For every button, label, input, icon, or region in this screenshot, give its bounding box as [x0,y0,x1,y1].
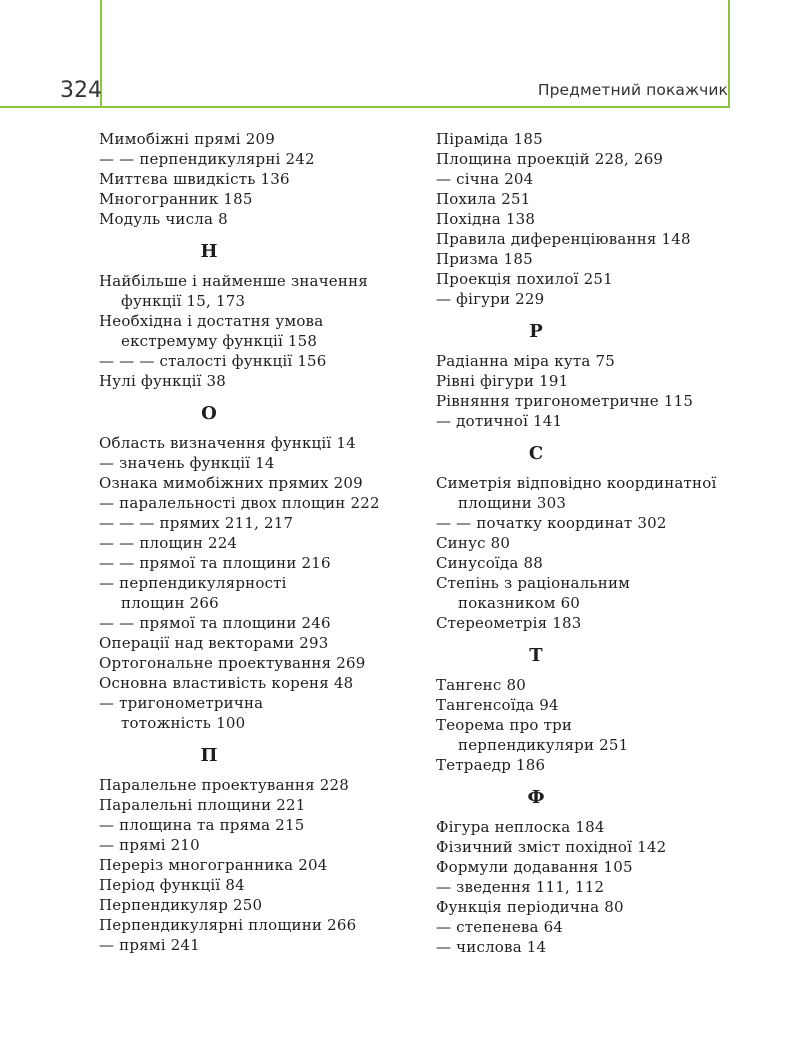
index-entry: — дотичної 141 [436,412,563,430]
index-entry: — площина та пряма 215 [99,816,305,834]
header-rule [0,106,730,108]
index-entry: Ортогональне проектування 269 [99,654,366,672]
index-entry: Синус 80 [436,534,511,552]
index-entry: — — перпендикулярні 242 [99,150,315,168]
index-entry-continuation: функції 15, 173 [121,292,246,310]
section-letter: Т [529,645,543,666]
index-entry: — — — сталості функції 156 [99,352,327,370]
index-entry: Фізичний зміст похідної 142 [436,838,667,856]
index-entry: Паралельне проектування 228 [99,776,349,794]
index-entry-continuation: перпендикуляри 251 [458,736,629,754]
index-entry: Рівняння тригонометричне 115 [436,392,694,410]
index-entry: Тангенсоїда 94 [436,696,559,714]
index-entry: Похідна 138 [436,210,536,228]
index-entry: Перпендикуляр 250 [99,896,263,914]
index-entry: Піраміда 185 [436,130,543,148]
index-entry: Функція періодична 80 [436,898,624,916]
index-entry-continuation: екстремуму функції 158 [121,332,318,350]
index-entry: Рівні фігури 191 [436,372,569,390]
index-entry: — — початку координат 302 [436,514,667,532]
index-entry: Тетраедр 186 [436,756,546,774]
index-entry: — — прямої та площини 246 [99,614,331,632]
index-entry-continuation: площини 303 [458,494,567,512]
index-entry: Многогранник 185 [99,190,253,208]
index-column-left [99,129,419,955]
index-entry-continuation: показником 60 [458,594,581,612]
index-entry: Миттєва швидкість 136 [99,170,290,188]
index-entry: Степінь з раціональним [436,574,631,592]
index-entry: — — — прямих 211, 217 [99,514,294,532]
index-entry: Фігура неплоска 184 [436,818,605,836]
page-number: 324 [60,78,102,103]
index-entry: — значень функції 14 [99,454,275,472]
index-entry: Операції над векторами 293 [99,634,329,652]
index-entry: Ознака мимобіжних прямих 209 [99,474,363,492]
index-entry: — тригонометрична [99,694,264,712]
index-entry: Перпендикулярні площини 266 [99,916,357,934]
index-entry: Радіанна міра кута 75 [436,352,615,370]
index-entry: Основна властивість кореня 48 [99,674,354,692]
index-entry: — фігури 229 [436,290,545,308]
index-entry: Модуль числа 8 [99,210,228,228]
index-entry: — — прямої та площини 216 [99,554,331,572]
index-entry: — степенева 64 [436,918,564,936]
index-entry: Правила диференціювання 148 [436,230,691,248]
index-entry: Паралельні площини 221 [99,796,306,814]
frame-right-vertical [728,0,730,108]
index-entry: Період функції 84 [99,876,245,894]
index-entry: Найбільше і найменше значення [99,272,368,290]
index-entry: Необхідна і достатня умова [99,312,324,330]
index-entry: — зведення 111, 112 [436,878,605,896]
index-entry: — січна 204 [436,170,534,188]
index-entry-continuation: площин 266 [121,594,219,612]
section-letter: Н [200,241,218,262]
index-entry: — прямі 210 [99,836,200,854]
index-entry: Призма 185 [436,250,533,268]
section-letter: О [201,403,217,424]
section-letter: Р [529,321,543,342]
index-entry: Нулі функції 38 [99,372,227,390]
index-entry-continuation: тотожність 100 [121,714,246,732]
index-entry: Мимобіжні прямі 209 [99,130,275,148]
index-entry: Теорема про три [436,716,573,734]
index-entry: — — площин 224 [99,534,238,552]
index-entry: — прямі 241 [99,936,200,954]
index-entry: Переріз многогранника 204 [99,856,328,874]
index-entry: Стереометрія 183 [436,614,582,632]
index-entry: Проекція похилої 251 [436,270,613,288]
index-entry: — перпендикулярності [99,574,287,592]
section-letter: С [528,443,544,464]
index-entry: Синусоїда 88 [436,554,543,572]
index-entry: Область визначення функції 14 [99,434,356,452]
section-letter: П [200,745,218,766]
index-entry: Похила 251 [436,190,531,208]
index-entry: Симетрія відповідно координатної [436,474,717,492]
index-entry: Тангенс 80 [436,676,526,694]
section-letter: Ф [527,787,545,808]
index-entry: — паралельності двох площин 222 [99,494,380,512]
index-entry: Формули додавання 105 [436,858,633,876]
page-title: Предметний покажчик [537,81,728,99]
index-entry: Площина проекцій 228, 269 [436,150,664,168]
index-entry: — числова 14 [436,938,547,956]
index-column-right [436,129,766,957]
